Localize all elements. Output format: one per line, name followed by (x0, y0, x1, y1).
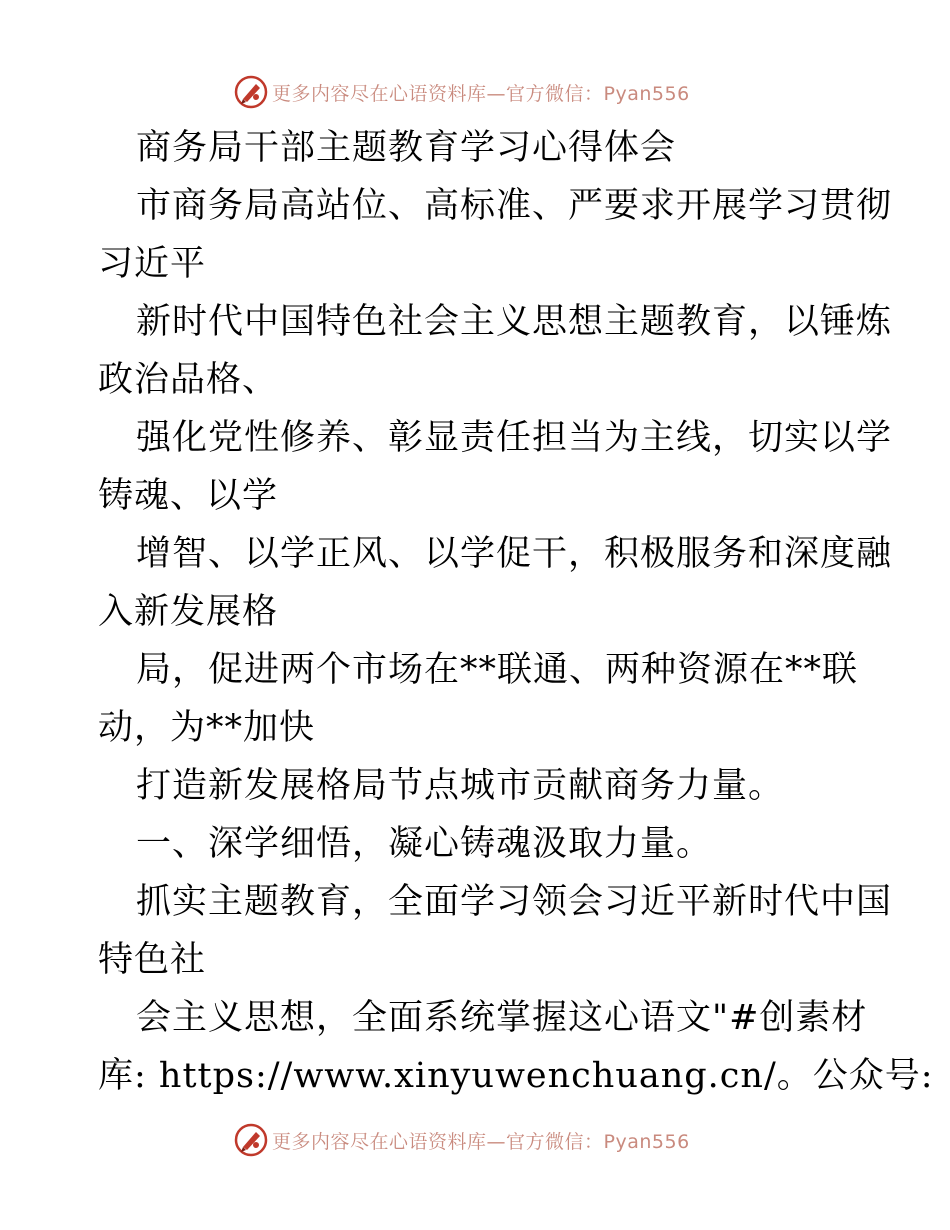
paragraph-line: 市商务局高站位、高标准、严要求开展学习贯彻 (136, 186, 893, 226)
paragraph-line: 增智、以学正风、以学促干，积极服务和深度融 (136, 534, 893, 574)
header-banner-text: 更多内容尽在心语资料库—官方微信：Pyan556 (272, 82, 690, 105)
paragraph-line: 铸魂、以学 (98, 476, 279, 516)
paragraph-line: 库: https://www.xinyuwenchuang.cn/。公众号: (98, 1056, 934, 1096)
paragraph-line: 政治品格、 (98, 360, 279, 400)
paragraph-line: 打造新发展格局节点城市贡献商务力量。 (136, 766, 785, 806)
document-title: 商务局干部主题教育学习心得体会 (136, 128, 677, 168)
header-banner (234, 72, 690, 112)
pen-seal-logo-icon (234, 1123, 268, 1157)
paragraph-line: 抓实主题教育，全面学习领会习近平新时代中国 (136, 882, 893, 922)
footer-banner-text: 更多内容尽在心语资料库—官方微信：Pyan556 (272, 1130, 690, 1153)
paragraph-line: 特色社 (98, 940, 207, 980)
section-heading: 一、深学细悟，凝心铸魂汲取力量。 (136, 824, 713, 864)
footer-banner (234, 1120, 690, 1160)
paragraph-line: 动，为**加快 (98, 708, 316, 748)
paragraph-line: 入新发展格 (98, 592, 279, 632)
pen-seal-logo-icon (234, 75, 268, 109)
paragraph-line: 新时代中国特色社会主义思想主题教育，以锤炼 (136, 302, 893, 342)
paragraph-line: 会主义思想，全面系统掌握这心语文"#创素材 (136, 998, 868, 1038)
paragraph-line: 局，促进两个市场在**联通、两种资源在**联 (136, 650, 859, 690)
paragraph-line: 强化党性修养、彰显责任担当为主线，切实以学 (136, 418, 893, 458)
paragraph-line: 习近平 (98, 244, 207, 284)
